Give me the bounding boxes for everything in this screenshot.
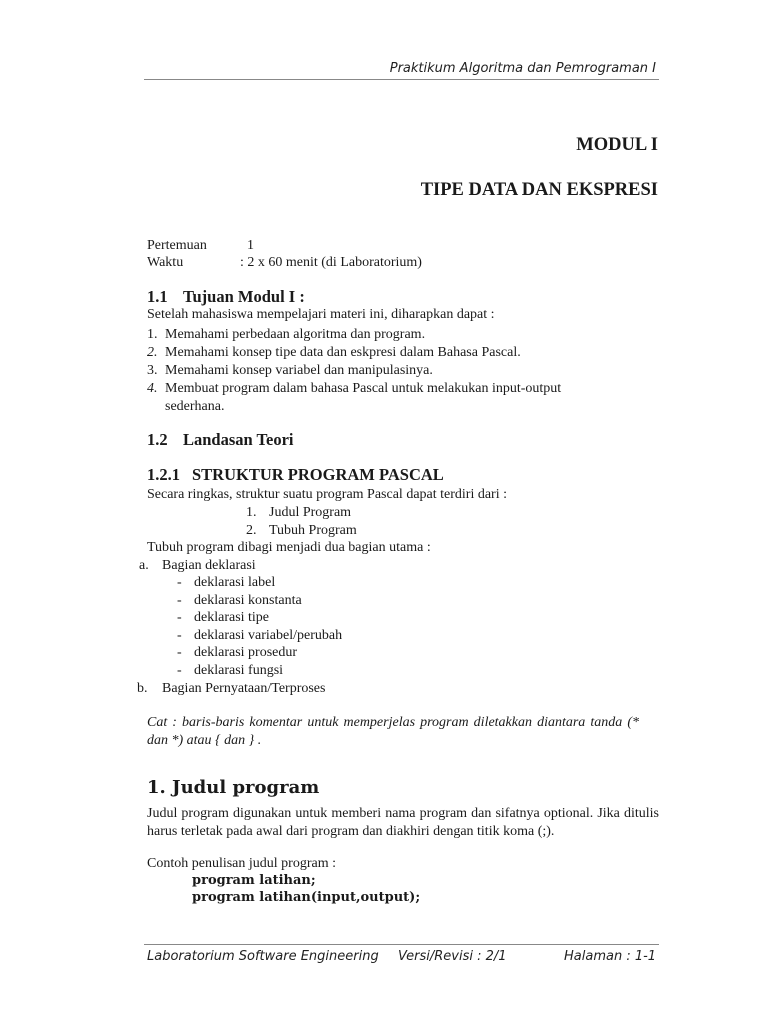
code-line: program latihan; [192, 873, 316, 888]
footer-page: Halaman : 1-1 [564, 949, 657, 964]
section-1-2-heading [147, 431, 294, 449]
objective-text-continued: sederhana. [165, 399, 225, 414]
judul-program-paragraph: Judul program digunakan untuk memberi nama program dan sifatnya optional. Jika ditulis harus terletak pada awal dari program dan diakhiri dengan titik koma (;). [147, 806, 659, 839]
section-number: 1.1 [147, 287, 168, 306]
list-letter-text: Bagian Pernyataan/Terproses [162, 681, 326, 696]
list-letter: a. [139, 558, 149, 573]
declaration-item: deklarasi tipe [194, 610, 270, 625]
objective-number: 1. [147, 327, 158, 342]
dash-bullet: - [177, 663, 182, 678]
footer-lab: Laboratorium Software Engineering [147, 949, 379, 964]
section-1-1-heading [147, 288, 305, 306]
dash-bullet: - [177, 610, 182, 625]
objective-text: Memahami konsep variabel dan manipulasinya. [165, 363, 433, 378]
section-title: Tujuan Modul I : [183, 287, 305, 306]
part-number: 1. [246, 505, 257, 520]
structure-intro: Secara ringkas, struktur suatu program Pascal dapat terdiri dari : [147, 487, 507, 502]
list-letter: b. [137, 681, 148, 696]
section-number: 1.2.1 [147, 465, 180, 484]
declaration-item: deklarasi label [194, 575, 276, 590]
dash-bullet: - [177, 628, 182, 643]
header-divider [144, 79, 659, 80]
objective-number: 3. [147, 363, 158, 378]
meta-value-waktu: : 2 x 60 menit (di Laboratorium) [240, 255, 422, 270]
dash-bullet: - [177, 593, 182, 608]
section-number: 1.2 [147, 430, 168, 449]
declaration-item: deklarasi fungsi [194, 663, 284, 678]
declaration-item: deklarasi prosedur [194, 645, 298, 660]
part-number: 2. [246, 523, 257, 538]
meta-value-pertemuan: 1 [247, 238, 254, 253]
declaration-item: deklarasi variabel/perubah [194, 628, 343, 643]
objective-text: Memahami perbedaan algoritma dan program. [165, 327, 426, 342]
modul-subtitle: TIPE DATA DAN EKSPRESI [420, 180, 658, 200]
meta-key-waktu: Waktu [147, 255, 184, 270]
meta-key-pertemuan: Pertemuan [147, 238, 207, 253]
dash-bullet: - [177, 645, 182, 660]
header-title: Praktikum Algoritma dan Pemrograman I [389, 61, 656, 76]
objective-text: Memahami konsep tipe data dan eskpresi dalam Bahasa Pascal. [165, 345, 521, 360]
example-intro: Contoh penulisan judul program : [147, 856, 336, 871]
code-line: program latihan(input,output); [192, 890, 421, 905]
dash-bullet: - [177, 575, 182, 590]
comment-note: Cat : baris-baris komentar untuk memperjelas program diletakkan diantara tanda (* dan *) atau { dan } . [147, 715, 639, 748]
footer-version: Versi/Revisi : 2/1 [398, 949, 507, 964]
declaration-item: deklarasi konstanta [194, 593, 302, 608]
section-1-2-1-heading [147, 466, 444, 484]
section-title: Landasan Teori [183, 430, 294, 449]
footer-divider [144, 944, 659, 945]
part-label: Judul Program [269, 505, 352, 520]
objective-text: Membuat program dalam bahasa Pascal untuk melakukan input-output [165, 381, 562, 396]
modul-title: MODUL I [576, 135, 658, 155]
section-title: STRUKTUR PROGRAM PASCAL [192, 465, 444, 484]
section-1-1-intro: Setelah mahasiswa mempelajari materi ini, diharapkan dapat : [147, 307, 495, 322]
list-letter-text: Bagian deklarasi [162, 558, 256, 573]
judul-program-heading: 1. Judul program [147, 777, 320, 798]
part-label: Tubuh Program [269, 523, 357, 538]
objective-number: 2. [147, 345, 158, 360]
body-intro: Tubuh program dibagi menjadi dua bagian utama : [147, 540, 431, 555]
objective-number: 4. [147, 381, 158, 396]
